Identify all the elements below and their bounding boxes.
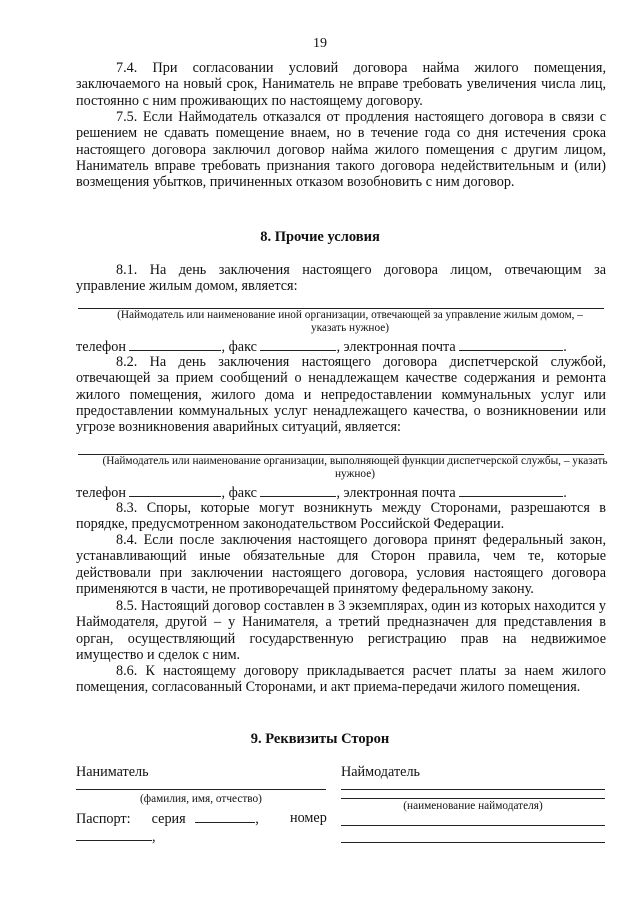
section-8-heading: 8. Прочие условия — [260, 229, 380, 245]
paragraph-8-3: 8.3. Споры, которые могут возникнуть между Сторонами, разрешаются в порядке, предусмотренном законодательством Российской Федерации. — [76, 500, 606, 533]
phone-label: телефон — [76, 485, 126, 501]
paragraph-8-4: 8.4. Если после заключения настоящего договора принят федеральный закон, устанавливающий иные обязательные для Сторон правила, чем те, которые действовали при заключении настоящего договора, условия настоящего договора применяются в части, не противоречащей принятому федеральному закону. — [76, 532, 606, 597]
email-label: , электронная почта — [336, 485, 456, 501]
landlord-top-line — [341, 789, 605, 790]
landlord-line-4 — [341, 842, 605, 843]
email-field — [459, 338, 563, 351]
line-end: . — [563, 485, 567, 501]
email-label: , электронная почта — [336, 339, 456, 355]
paragraph-8-2: 8.2. На день заключения настоящего договора диспетчерской службой, отвечающей за прием сообщений о ненадлежащем качестве содержания и ремонта жилого помещения, жилого дома и непредоставлении коммунальных услуг или предоставлении коммунальных услуг ненадлежащего качества, о возникновении или угрозе возникновения аварийных ситуаций, является: — [76, 354, 606, 436]
landlord-label: Наймодатель — [341, 764, 420, 780]
caption-8-1: (Наймодатель или наименование иной организации, отвечающей за управление жилым домом, – указать нужное) — [117, 309, 583, 334]
paragraph-7-5: 7.5. Если Наймодатель отказался от продления настоящего договора в связи с решением не сдавать помещение внаем, но в течение года со дня истечения срока настоящего договора заключил договор найма жилого помещения с другим лицом, Наниматель вправе требовать признания такого договора недействительным и (или) возмещения убытков, причиненных отказом возобновить с ним договор. — [76, 109, 606, 191]
phone-field — [129, 338, 221, 351]
passport-label: Паспорт: — [76, 811, 131, 827]
paragraph-8-5: 8.5. Настоящий договор составлен в 3 экземплярах, один из которых находится у Наймодателя, другой – у Нанимателя, а третий предназначен для представления в орган, осуществляющий государственную регистрацию прав на недвижимое имущество и сделок с ним. — [76, 598, 606, 663]
fax-field — [260, 338, 336, 351]
landlord-name-line — [341, 798, 605, 799]
section-9-heading: 9. Реквизиты Сторон — [250, 731, 390, 747]
fax-label: , факс — [221, 339, 257, 355]
number-label: номер — [290, 810, 327, 826]
series-label: серия — [151, 811, 186, 827]
paragraph-8-6: 8.6. К настоящему договору прикладывается расчет платы за наем жилого помещения, согласованный Сторонами, и акт приема-передачи жилого помещения. — [76, 663, 606, 696]
caption-8-2: (Наймодатель или наименование организации, выполняющей функции диспетчерской службы, – указать нужное) — [102, 455, 608, 480]
email-field — [459, 484, 563, 497]
paragraph-8-1: 8.1. На день заключения настоящего договора лицом, отвечающим за управление жилым домом, является: — [76, 262, 606, 295]
series-field — [195, 810, 255, 823]
landlord-caption: (наименование наймодателя) — [403, 800, 543, 812]
phone-field — [129, 484, 221, 497]
fax-label: , факс — [221, 485, 257, 501]
phone-label: телефон — [76, 339, 126, 355]
tenant-label: Наниматель — [76, 764, 149, 780]
passport-line: Паспорт: серия , — [76, 811, 259, 827]
page-number: 19 — [313, 36, 327, 51]
fax-field — [260, 484, 336, 497]
paragraph-7-4: 7.4. При согласовании условий договора найма жилого помещения, заключаемого на новый срок, Наниматель не вправе требовать увеличения числа лиц, постоянно с ним проживающих по настоящему договору. — [76, 60, 606, 109]
passport-number-field — [76, 828, 152, 841]
landlord-line-3 — [341, 825, 605, 826]
line-end: . — [563, 339, 567, 355]
tenant-name-line — [76, 789, 326, 790]
passport-number-line: , — [76, 828, 156, 846]
tenant-caption: (фамилия, имя, отчество) — [140, 793, 262, 805]
